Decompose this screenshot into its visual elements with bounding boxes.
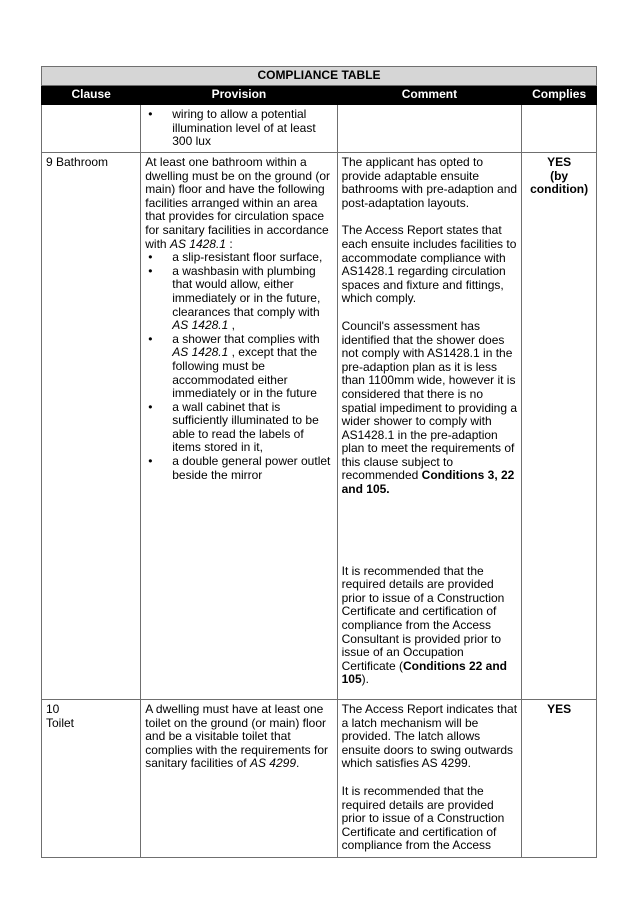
comment-paragraph: It is recommended that the required details are provided prior to issue of a Construction Certificate and certification of compliance from the Access Consultant is provided prior to issue of an Occupation Certificate (Conditions 22 and 105).: [341, 563, 507, 687]
comment-cell: [337, 153, 522, 700]
comment-paragraph: Council's assessment has identified that the shower does not comply with AS1428.1 in the pre-adaption plan as it is less than 1100mm wide, however it is considered that there is no spatial impediment to providing a wider shower to comply with AS1428.1 in the pre-adaption plan to meet the requirements of this clause subject to recommended Conditions 3, 22 and 105.: [341, 318, 518, 497]
provision-bullet: • a slip-resistant floor surface,: [145, 251, 332, 265]
provision-cell: [141, 700, 337, 858]
header-complies: Complies: [522, 86, 597, 105]
comment-cell: [337, 105, 522, 153]
compliance-table: [41, 66, 597, 858]
provision-bullet: • wiring to allow a potential illumination level of at least 300 lux: [145, 108, 332, 149]
clause-cell: [42, 700, 141, 858]
table-row: [42, 153, 597, 700]
provision-cell: [141, 153, 337, 700]
table-title-row: [42, 67, 597, 86]
clause-name: Toilet: [46, 715, 75, 730]
provision-bullet: • a shower that complies with AS 1428.1 , except that the following must be accommodated either immediately or in the future: [145, 333, 332, 401]
provision-bullet-list: [145, 251, 332, 482]
provision-cell: [141, 105, 337, 153]
complies-value-qualifier: (by: [550, 168, 569, 183]
table-row: [42, 700, 597, 858]
clause-cell: 9 Bathroom: [42, 153, 141, 700]
provision-bullet: • a double general power outlet beside the mirror: [145, 455, 332, 482]
provision-bullet: • a wall cabinet that is sufficiently illuminated to be able to read the labels of items stored in it,: [145, 401, 332, 455]
comment-paragraph: The applicant has opted to provide adaptable ensuite bathrooms with pre-adaption and post-adaptation layouts.: [341, 155, 518, 210]
complies-value: YES: [547, 155, 572, 169]
complies-cell: [522, 105, 597, 153]
comment-paragraph: The Access Report states that each ensuite includes facilities to accommodate compliance with AS1428.1 regarding circulation spaces and fixture and fittings, which comply.: [341, 223, 517, 306]
complies-cell: [522, 700, 597, 858]
complies-value-qualifier: condition): [530, 182, 589, 197]
comment-paragraph: It is recommended that the required details are provided prior to issue of a Construction Certificate and certification of compliance from the Access: [341, 783, 505, 853]
table-title: COMPLIANCE TABLE: [42, 67, 597, 86]
header-comment: Comment: [337, 86, 522, 105]
header-provision: Provision: [141, 86, 337, 105]
comment-paragraph: The Access Report indicates that a latch mechanism will be provided. The latch allows ensuite doors to swing outwards which satisfies AS 4299.: [341, 702, 518, 771]
complies-cell: [522, 153, 597, 700]
provision-bullet: • a washbasin with plumbing that would allow, either immediately or in the future, clearances that comply with AS 1428.1 ,: [145, 265, 332, 333]
provision-text: A dwelling must have at least one toilet on the ground (or main) floor and be a visitable toilet that complies with the requirements for sanitary facilities of AS 4299.: [145, 702, 328, 771]
comment-cell: [337, 700, 522, 858]
clause-cell: [42, 105, 141, 153]
table-header-row: [42, 86, 597, 105]
complies-value: YES: [547, 702, 572, 716]
provision-intro: At least one bathroom within a dwelling must be on the ground (or main) floor and have the following facilities arranged within an area that provides for circulation space for sanitary facilities in accordance with AS 1428.1 :: [145, 155, 331, 251]
clause-number: 10: [46, 702, 60, 716]
table-row: [42, 105, 597, 153]
header-clause: Clause: [42, 86, 141, 105]
